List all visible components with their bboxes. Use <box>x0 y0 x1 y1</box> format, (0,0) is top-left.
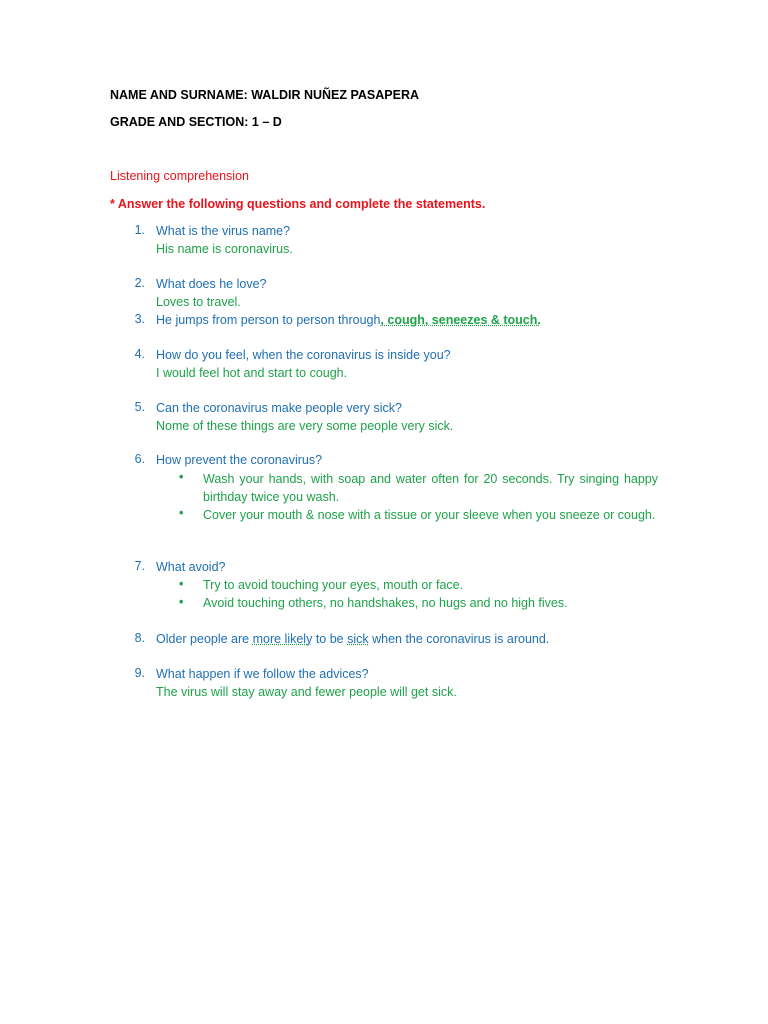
question-5: Can the coronavirus make people very sick? <box>156 401 402 415</box>
bullet-7-2: Avoid touching others, no handshakes, no hugs and no high fives. <box>203 596 568 610</box>
answer-9: The virus will stay away and fewer people will get sick. <box>156 685 457 699</box>
statement-8 <box>156 631 549 647</box>
statement-8-part: when the coronavirus is around. <box>368 632 550 646</box>
statement-3-text: He jumps from person to person through <box>156 313 381 327</box>
section-title: Listening comprehension <box>110 169 249 183</box>
question-6: How prevent the coronavirus? <box>156 453 323 467</box>
grade-line: GRADE AND SECTION: 1 – D <box>110 115 282 129</box>
item-number: 2. <box>134 276 145 290</box>
answer-2: Loves to travel. <box>156 295 241 309</box>
item-number: 1. <box>134 223 145 237</box>
question-7: What avoid? <box>156 560 226 574</box>
statement-8-part: Older people are <box>156 632 253 646</box>
statement-8-underlined: more likely <box>252 632 313 646</box>
question-9: What happen if we follow the advices? <box>156 667 369 681</box>
statement-3-answer: , cough, seneezes & touch. <box>380 313 541 327</box>
answer-1: His name is coronavirus. <box>156 242 293 256</box>
statement-8-part: to be <box>312 632 348 646</box>
bullet-7-1: Try to avoid touching your eyes, mouth or face. <box>203 578 464 592</box>
bullet-6-2: Cover your mouth & nose with a tissue or your sleeve when you sneeze or cough. <box>203 508 656 522</box>
statement-8-underlined: sick <box>347 632 369 646</box>
question-4: How do you feel, when the coronavirus is inside you? <box>156 348 451 362</box>
bullet-dot: • <box>179 577 184 591</box>
item-number: 7. <box>134 559 145 573</box>
bullet-dot: • <box>179 595 184 609</box>
answer-4: I would feel hot and start to cough. <box>156 366 348 380</box>
bullet-dot: • <box>179 470 184 484</box>
instruction: * Answer the following questions and complete the statements. <box>110 197 486 211</box>
bullet-dot: • <box>179 506 184 520</box>
item-number: 6. <box>134 452 145 466</box>
item-number: 8. <box>134 631 145 645</box>
item-number: 9. <box>134 666 145 680</box>
name-line: NAME AND SURNAME: WALDIR NUÑEZ PASAPERA <box>110 88 420 102</box>
item-number: 4. <box>134 347 145 361</box>
bullet-6-1: Wash your hands, with soap and water often for 20 seconds. Try singing happy birthday twice you wash. <box>203 472 658 504</box>
question-2: What does he love? <box>156 277 267 291</box>
item-number: 3. <box>134 312 145 326</box>
question-1: What is the virus name? <box>156 224 291 238</box>
answer-5: Nome of these things are very some people very sick. <box>156 419 454 433</box>
item-number: 5. <box>134 400 145 414</box>
statement-3 <box>156 312 541 328</box>
